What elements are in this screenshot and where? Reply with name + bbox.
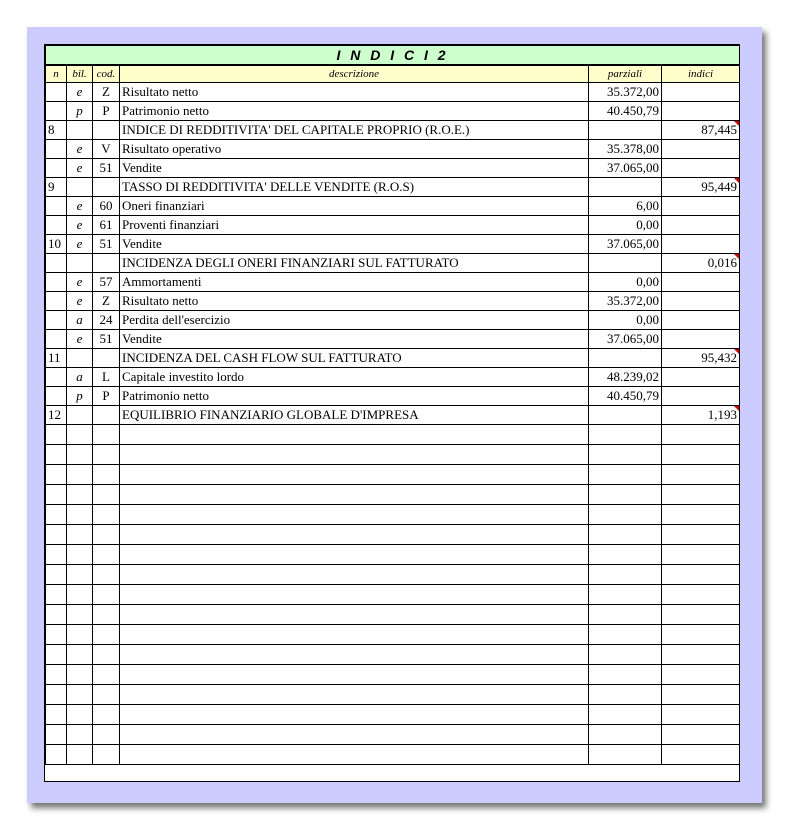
cell-descrizione[interactable]: Vendite — [120, 330, 589, 349]
cell-descrizione[interactable] — [120, 545, 589, 565]
cell-descrizione[interactable]: Perdita dell'esercizio — [120, 311, 589, 330]
cell-descrizione[interactable] — [120, 665, 589, 685]
table-row — [46, 197, 740, 216]
cell-bil[interactable] — [67, 585, 93, 605]
cell-descrizione[interactable]: Ammortamenti — [120, 273, 589, 292]
cell-n[interactable] — [46, 705, 67, 725]
cell-indici[interactable] — [662, 585, 740, 605]
cell-cod[interactable] — [93, 685, 120, 705]
empty-row — [46, 565, 740, 585]
cell-bil[interactable]: e — [67, 140, 93, 159]
cell-indici[interactable] — [662, 140, 740, 159]
cell-parziali[interactable] — [589, 645, 662, 665]
cell-cod[interactable] — [93, 505, 120, 525]
empty-row — [46, 685, 740, 705]
cell-indici[interactable] — [662, 368, 740, 387]
cell-indici[interactable]: 87,445 — [662, 121, 740, 140]
cell-cod[interactable]: 51 — [93, 330, 120, 349]
cell-indici[interactable] — [662, 725, 740, 745]
cell-descrizione[interactable] — [120, 705, 589, 725]
cell-bil[interactable] — [67, 545, 93, 565]
cell-cod[interactable]: 60 — [93, 197, 120, 216]
cell-indici[interactable] — [662, 565, 740, 585]
cell-n[interactable] — [46, 102, 67, 121]
header-n: n — [46, 65, 67, 83]
cell-descrizione[interactable]: Patrimonio netto — [120, 102, 589, 121]
cell-cod[interactable] — [93, 425, 120, 445]
cell-descrizione[interactable]: Vendite — [120, 159, 589, 178]
cell-descrizione[interactable]: Proventi finanziari — [120, 216, 589, 235]
cell-bil[interactable] — [67, 425, 93, 445]
cell-parziali[interactable]: 35.372,00 — [589, 292, 662, 311]
cell-cod[interactable] — [93, 665, 120, 685]
cell-parziali[interactable]: 37.065,00 — [589, 159, 662, 178]
table-row — [46, 159, 740, 178]
cell-cod[interactable]: Z — [93, 83, 120, 102]
cell-parziali[interactable] — [589, 485, 662, 505]
cell-descrizione[interactable]: Vendite — [120, 235, 589, 254]
cell-n[interactable]: 10 — [46, 235, 67, 254]
cell-parziali[interactable]: 37.065,00 — [589, 330, 662, 349]
cell-parziali[interactable] — [589, 465, 662, 485]
cell-parziali[interactable] — [589, 685, 662, 705]
cell-bil[interactable]: e — [67, 216, 93, 235]
empty-row — [46, 545, 740, 565]
cell-descrizione[interactable] — [120, 645, 589, 665]
cell-parziali[interactable] — [589, 545, 662, 565]
cell-parziali[interactable] — [589, 745, 662, 765]
cell-bil[interactable] — [67, 121, 93, 140]
cell-parziali[interactable]: 48.239,02 — [589, 368, 662, 387]
cell-indici[interactable] — [662, 645, 740, 665]
cell-parziali[interactable]: 35.378,00 — [589, 140, 662, 159]
cell-bil[interactable] — [67, 705, 93, 725]
table-row — [46, 273, 740, 292]
cell-bil[interactable]: a — [67, 368, 93, 387]
cell-cod[interactable] — [93, 485, 120, 505]
cell-bil[interactable]: p — [67, 387, 93, 406]
cell-n[interactable] — [46, 445, 67, 465]
cell-parziali[interactable]: 0,00 — [589, 273, 662, 292]
cell-bil[interactable] — [67, 725, 93, 745]
cell-descrizione[interactable]: Risultato operativo — [120, 140, 589, 159]
cell-indici[interactable] — [662, 425, 740, 445]
table-row — [46, 368, 740, 387]
cell-descrizione[interactable] — [120, 505, 589, 525]
cell-bil[interactable]: e — [67, 330, 93, 349]
table-row — [46, 349, 740, 368]
cell-bil[interactable] — [67, 349, 93, 368]
cell-parziali[interactable]: 0,00 — [589, 216, 662, 235]
cell-bil[interactable] — [67, 665, 93, 685]
cell-indici[interactable] — [662, 330, 740, 349]
cell-n[interactable] — [46, 216, 67, 235]
empty-row — [46, 645, 740, 665]
cell-cod[interactable] — [93, 585, 120, 605]
cell-cod[interactable] — [93, 565, 120, 585]
cell-n[interactable] — [46, 485, 67, 505]
cell-cod[interactable] — [93, 725, 120, 745]
cell-cod[interactable] — [93, 406, 120, 425]
cell-n[interactable]: 9 — [46, 178, 67, 197]
cell-n[interactable] — [46, 425, 67, 445]
cell-descrizione[interactable] — [120, 745, 589, 765]
cell-parziali[interactable] — [589, 565, 662, 585]
table-row — [46, 216, 740, 235]
cell-n[interactable] — [46, 330, 67, 349]
table-row — [46, 330, 740, 349]
cell-n[interactable] — [46, 625, 67, 645]
cell-indici[interactable] — [662, 197, 740, 216]
cell-descrizione[interactable]: Risultato netto — [120, 292, 589, 311]
cell-cod[interactable] — [93, 349, 120, 368]
cell-bil[interactable]: e — [67, 159, 93, 178]
empty-row — [46, 485, 740, 505]
cell-indici[interactable] — [662, 102, 740, 121]
cell-bil[interactable] — [67, 605, 93, 625]
cell-descrizione[interactable]: Patrimonio netto — [120, 387, 589, 406]
cell-n[interactable] — [46, 159, 67, 178]
cell-n[interactable] — [46, 525, 67, 545]
cell-n[interactable] — [46, 585, 67, 605]
cell-cod[interactable] — [93, 745, 120, 765]
cell-descrizione[interactable]: INDICE DI REDDITIVITA' DEL CAPITALE PROPRIO (R.O.E.) — [120, 121, 589, 140]
cell-descrizione[interactable] — [120, 725, 589, 745]
cell-descrizione[interactable]: Oneri finanziari — [120, 197, 589, 216]
table-row — [46, 178, 740, 197]
cell-bil[interactable] — [67, 505, 93, 525]
cell-bil[interactable]: e — [67, 273, 93, 292]
cell-parziali[interactable] — [589, 665, 662, 685]
cell-bil[interactable] — [67, 565, 93, 585]
cell-n[interactable] — [46, 311, 67, 330]
cell-bil[interactable] — [67, 685, 93, 705]
cell-parziali[interactable] — [589, 725, 662, 745]
cell-bil[interactable]: a — [67, 311, 93, 330]
cell-n[interactable] — [46, 505, 67, 525]
cell-bil[interactable] — [67, 625, 93, 645]
cell-bil[interactable]: e — [67, 197, 93, 216]
cell-descrizione[interactable] — [120, 425, 589, 445]
cell-descrizione[interactable] — [120, 685, 589, 705]
cell-n[interactable] — [46, 745, 67, 765]
cell-parziali[interactable] — [589, 445, 662, 465]
cell-indici[interactable] — [662, 83, 740, 102]
cell-cod[interactable]: 51 — [93, 235, 120, 254]
cell-indici[interactable] — [662, 625, 740, 645]
cell-descrizione[interactable]: Capitale investito lordo — [120, 368, 589, 387]
cell-n[interactable]: 12 — [46, 406, 67, 425]
cell-descrizione[interactable] — [120, 525, 589, 545]
cell-indici[interactable]: 95,449 — [662, 178, 740, 197]
cell-descrizione[interactable]: INCIDENZA DEGLI ONERI FINANZIARI SUL FATTURATO — [120, 254, 589, 273]
table-row — [46, 235, 740, 254]
cell-indici[interactable] — [662, 705, 740, 725]
header-row — [46, 65, 740, 83]
cell-indici[interactable] — [662, 292, 740, 311]
cell-cod[interactable]: Z — [93, 292, 120, 311]
cell-cod[interactable] — [93, 625, 120, 645]
empty-row — [46, 465, 740, 485]
cell-cod[interactable] — [93, 525, 120, 545]
empty-row — [46, 745, 740, 765]
cell-parziali[interactable] — [589, 525, 662, 545]
table-row — [46, 406, 740, 425]
cell-descrizione[interactable] — [120, 585, 589, 605]
cell-bil[interactable]: p — [67, 102, 93, 121]
cell-indici[interactable] — [662, 485, 740, 505]
cell-indici[interactable] — [662, 465, 740, 485]
cell-n[interactable] — [46, 292, 67, 311]
cell-n[interactable] — [46, 545, 67, 565]
cell-n[interactable] — [46, 465, 67, 485]
table-row — [46, 292, 740, 311]
cell-n[interactable] — [46, 273, 67, 292]
cell-cod[interactable]: 57 — [93, 273, 120, 292]
cell-bil[interactable] — [67, 406, 93, 425]
cell-parziali[interactable] — [589, 505, 662, 525]
spreadsheet — [44, 44, 740, 782]
cell-parziali[interactable] — [589, 625, 662, 645]
empty-row — [46, 585, 740, 605]
cell-cod[interactable]: P — [93, 387, 120, 406]
cell-descrizione[interactable]: TASSO DI REDDITIVITA' DELLE VENDITE (R.O.S) — [120, 178, 589, 197]
cell-parziali[interactable] — [589, 425, 662, 445]
cell-descrizione[interactable] — [120, 465, 589, 485]
empty-row — [46, 605, 740, 625]
cell-indici[interactable] — [662, 745, 740, 765]
cell-n[interactable] — [46, 725, 67, 745]
cell-bil[interactable] — [67, 254, 93, 273]
cell-parziali[interactable] — [589, 178, 662, 197]
cell-parziali[interactable] — [589, 406, 662, 425]
empty-row — [46, 525, 740, 545]
cell-n[interactable] — [46, 254, 67, 273]
cell-bil[interactable]: e — [67, 235, 93, 254]
table-row — [46, 254, 740, 273]
table-row — [46, 140, 740, 159]
cell-cod[interactable]: P — [93, 102, 120, 121]
empty-row — [46, 625, 740, 645]
cell-n[interactable] — [46, 605, 67, 625]
table-row — [46, 121, 740, 140]
cell-indici[interactable] — [662, 387, 740, 406]
cell-bil[interactable] — [67, 525, 93, 545]
empty-row — [46, 665, 740, 685]
cell-cod[interactable] — [93, 254, 120, 273]
cell-n[interactable] — [46, 665, 67, 685]
cell-cod[interactable] — [93, 465, 120, 485]
table-row — [46, 311, 740, 330]
cell-indici[interactable] — [662, 159, 740, 178]
cell-parziali[interactable] — [589, 585, 662, 605]
cell-indici[interactable]: 95,432 — [662, 349, 740, 368]
title-row — [46, 46, 740, 66]
header-bil: bil. — [67, 65, 93, 83]
cell-n[interactable] — [46, 565, 67, 585]
header-descrizione: descrizione — [120, 65, 589, 83]
empty-row — [46, 425, 740, 445]
cell-parziali[interactable]: 40.450,79 — [589, 102, 662, 121]
cell-cod[interactable] — [93, 605, 120, 625]
cell-bil[interactable] — [67, 178, 93, 197]
cell-n[interactable]: 11 — [46, 349, 67, 368]
cell-n[interactable] — [46, 685, 67, 705]
cell-indici[interactable] — [662, 605, 740, 625]
cell-cod[interactable] — [93, 178, 120, 197]
cell-cod[interactable] — [93, 121, 120, 140]
cell-indici[interactable] — [662, 545, 740, 565]
cell-bil[interactable] — [67, 745, 93, 765]
cell-descrizione[interactable] — [120, 605, 589, 625]
sheet-title: I N D I C I 2 — [46, 46, 740, 66]
cell-parziali[interactable]: 6,00 — [589, 197, 662, 216]
table-row — [46, 102, 740, 121]
cell-indici[interactable]: 1,193 — [662, 406, 740, 425]
cell-cod[interactable]: 61 — [93, 216, 120, 235]
cell-indici[interactable] — [662, 273, 740, 292]
cell-parziali[interactable]: 40.450,79 — [589, 387, 662, 406]
cell-indici[interactable] — [662, 235, 740, 254]
cell-descrizione[interactable] — [120, 485, 589, 505]
cell-parziali[interactable] — [589, 121, 662, 140]
cell-parziali[interactable]: 0,00 — [589, 311, 662, 330]
cell-parziali[interactable] — [589, 254, 662, 273]
cell-indici[interactable] — [662, 445, 740, 465]
header-parziali: parziali — [589, 65, 662, 83]
cell-cod[interactable]: 51 — [93, 159, 120, 178]
empty-row — [46, 505, 740, 525]
cell-cod[interactable] — [93, 445, 120, 465]
cell-n[interactable] — [46, 645, 67, 665]
cell-indici[interactable] — [662, 216, 740, 235]
cell-n[interactable] — [46, 83, 67, 102]
cell-n[interactable]: 8 — [46, 121, 67, 140]
cell-cod[interactable] — [93, 645, 120, 665]
cell-bil[interactable] — [67, 645, 93, 665]
cell-parziali[interactable] — [589, 705, 662, 725]
table-row — [46, 387, 740, 406]
header-cod: cod. — [93, 65, 120, 83]
cell-cod[interactable]: V — [93, 140, 120, 159]
cell-indici[interactable] — [662, 685, 740, 705]
cell-parziali[interactable]: 37.065,00 — [589, 235, 662, 254]
cell-cod[interactable]: L — [93, 368, 120, 387]
cell-cod[interactable] — [93, 545, 120, 565]
cell-indici[interactable] — [662, 311, 740, 330]
cell-n[interactable] — [46, 387, 67, 406]
cell-n[interactable] — [46, 140, 67, 159]
cell-descrizione[interactable]: INCIDENZA DEL CASH FLOW SUL FATTURATO — [120, 349, 589, 368]
cell-cod[interactable]: 24 — [93, 311, 120, 330]
cell-descrizione[interactable] — [120, 625, 589, 645]
cell-parziali[interactable] — [589, 349, 662, 368]
header-indici: indici — [662, 65, 740, 83]
cell-bil[interactable] — [67, 445, 93, 465]
cell-parziali[interactable]: 35.372,00 — [589, 83, 662, 102]
cell-n[interactable] — [46, 368, 67, 387]
cell-descrizione[interactable] — [120, 565, 589, 585]
indici-table — [45, 45, 740, 765]
cell-descrizione[interactable]: EQUILIBRIO FINANZIARIO GLOBALE D'IMPRESA — [120, 406, 589, 425]
cell-indici[interactable] — [662, 525, 740, 545]
empty-row — [46, 725, 740, 745]
cell-indici[interactable] — [662, 665, 740, 685]
sheet-frame — [27, 27, 762, 803]
table-row — [46, 83, 740, 102]
cell-bil[interactable] — [67, 485, 93, 505]
cell-bil[interactable]: e — [67, 83, 93, 102]
cell-indici[interactable]: 0,016 — [662, 254, 740, 273]
empty-row — [46, 445, 740, 465]
cell-n[interactable] — [46, 197, 67, 216]
cell-descrizione[interactable] — [120, 445, 589, 465]
cell-bil[interactable]: e — [67, 292, 93, 311]
empty-row — [46, 705, 740, 725]
cell-descrizione[interactable]: Risultato netto — [120, 83, 589, 102]
cell-indici[interactable] — [662, 505, 740, 525]
cell-parziali[interactable] — [589, 605, 662, 625]
cell-cod[interactable] — [93, 705, 120, 725]
cell-bil[interactable] — [67, 465, 93, 485]
